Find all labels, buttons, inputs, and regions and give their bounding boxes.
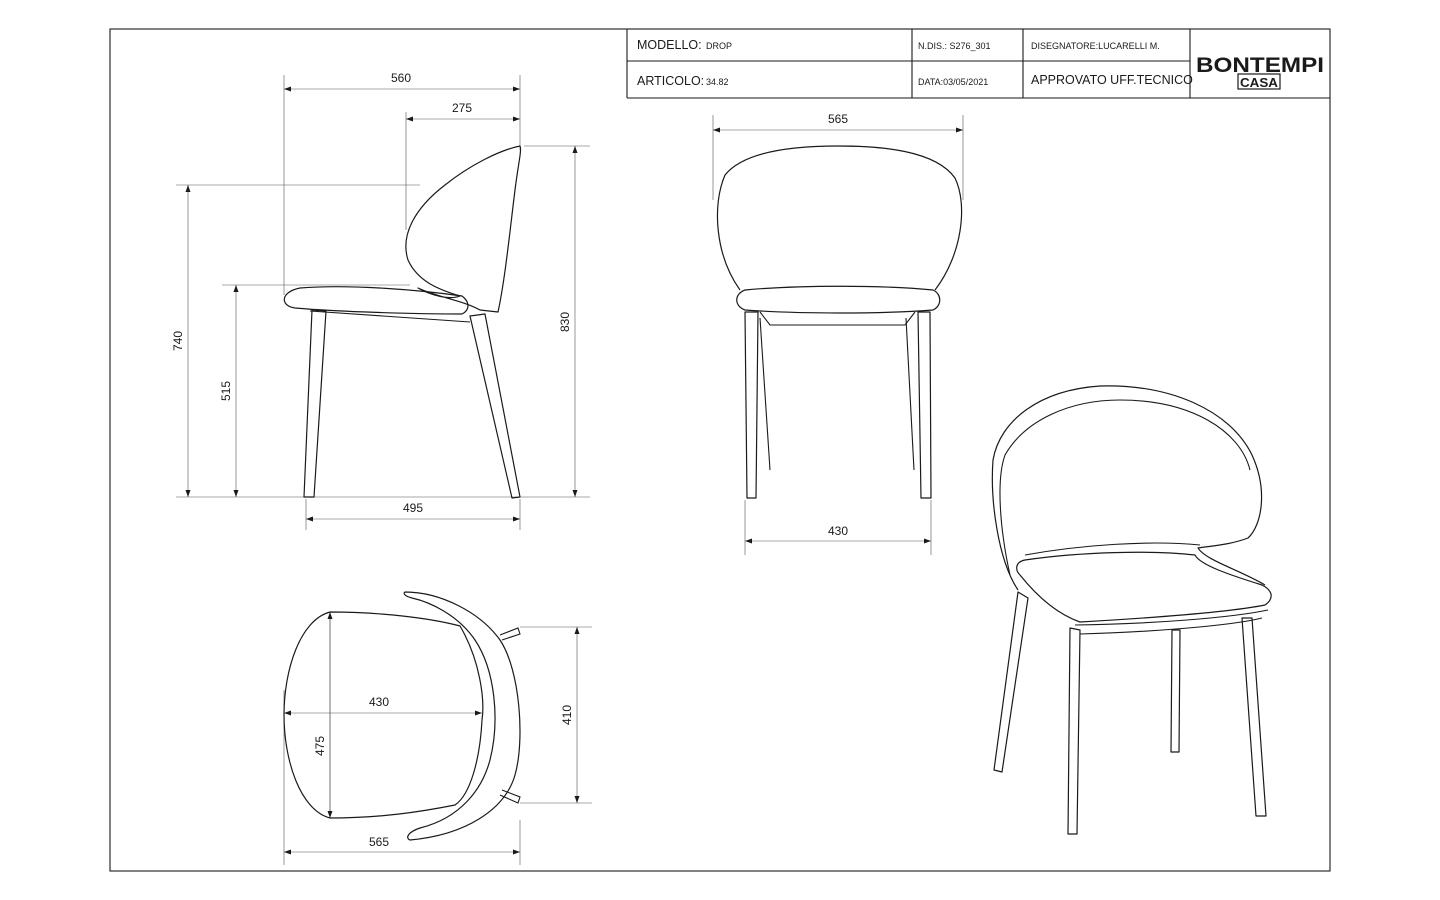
articolo-value: 34.82 [706,77,729,87]
dim-back-depth: 275 [451,101,473,115]
front-right-leg [918,312,931,498]
side-rear-leg [470,314,520,498]
dim-overall-depth: 560 [390,71,412,85]
front-seat [737,286,940,313]
top-seat-outline [284,612,483,818]
front-view [713,112,963,555]
persp-leg-front-right [1242,618,1266,816]
front-backrest [717,146,961,290]
top-view [284,592,592,865]
perspective-view [992,386,1271,834]
title-block [627,29,1330,98]
designer: DISEGNATORE:LUCARELLI M. [1031,41,1160,51]
drawing-frame [110,29,1330,871]
dim-front-width: 565 [827,112,849,126]
dim-front-leg-width: 430 [827,524,849,538]
dim-seat-height: 515 [219,380,233,402]
modello-label: MODELLO: [637,38,702,52]
dim-top-depth-right: 410 [560,704,574,726]
persp-leg-back-left [994,592,1028,772]
side-front-leg [304,310,326,497]
dim-leg-base: 495 [402,501,424,515]
logo-bontempi: BONTEMPI [1196,54,1324,77]
persp-seat [1017,552,1271,622]
dim-top-overall-width: 565 [368,835,390,849]
persp-leg-front-left [1068,628,1080,834]
dim-seat-height-back: 740 [171,330,185,352]
drawing-date: DATA:03/05/2021 [918,77,989,87]
side-view [171,71,590,530]
articolo-label: ARTICOLO: [637,74,705,88]
dim-top-seat-width: 430 [368,695,390,709]
approval: APPROVATO UFF.TECNICO [1031,73,1193,87]
drawing-number: N.DIS.: S276_301 [918,41,991,51]
bontempi-casa-logo [1196,54,1324,90]
logo-casa: CASA [1240,75,1279,90]
persp-leg-back-right [1171,630,1180,752]
front-left-leg [745,312,758,498]
modello-value: DROP [706,41,733,51]
side-backrest [406,146,521,312]
dim-total-height: 830 [558,311,572,333]
dim-top-seat-depth: 475 [313,735,327,757]
